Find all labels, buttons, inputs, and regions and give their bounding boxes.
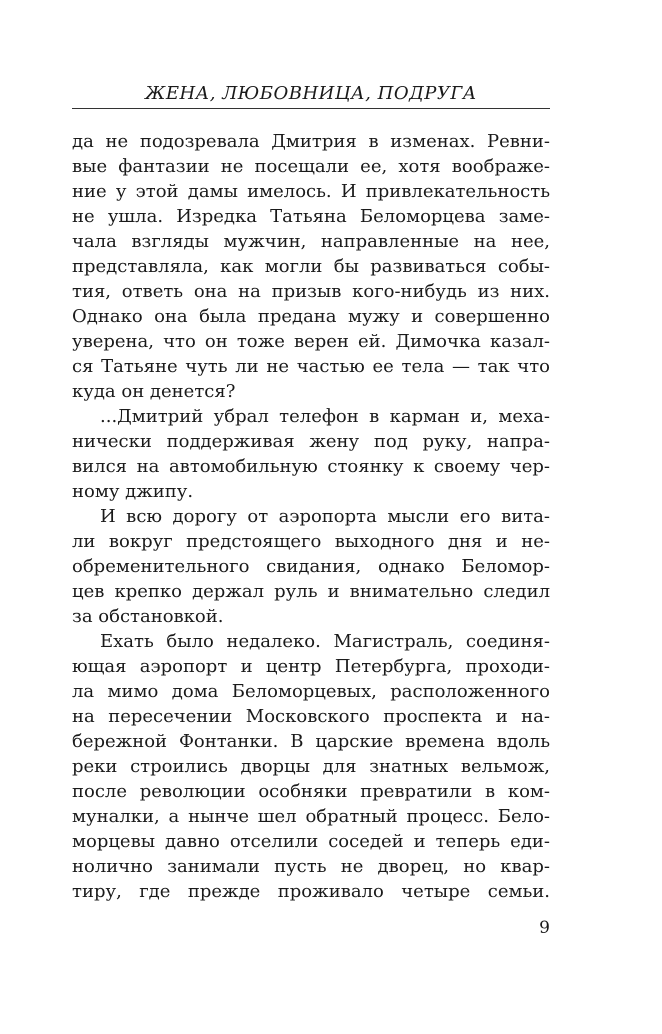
- text-line: на пересечении Московского проспекта и на-: [72, 706, 550, 727]
- text-line: Однако она была предана мужу и совершенно: [72, 306, 550, 327]
- text-line: цев крепко держал руль и внимательно следил: [72, 581, 550, 602]
- text-line: обременительного свидания, однако Беломор-: [72, 556, 550, 577]
- header-rule: [72, 108, 550, 109]
- text-line: ся Татьяне чуть ли не частью ее тела — так что: [72, 356, 550, 377]
- text-line: представляла, как могли бы развиваться собы-: [72, 256, 550, 277]
- paragraph-last-line: ному джипу.: [72, 481, 194, 502]
- paragraph-first-line: ...Дмитрий убрал телефон в карман и, меха-: [100, 406, 550, 427]
- text-line: морцевы давно отселили соседей и теперь еди-: [72, 831, 550, 852]
- paragraph-last-line: куда он денется?: [72, 381, 236, 402]
- paragraph-first-line: И всю дорогу от аэропорта мысли его вита-: [100, 506, 550, 527]
- text-line: вился на автомобильную стоянку к своему чер-: [72, 456, 550, 477]
- body-text: [72, 129, 550, 904]
- text-line: после революции особняки превратили в ком-: [72, 781, 550, 802]
- text-line: ющая аэропорт и центр Петербурга, проходи-: [72, 656, 550, 677]
- text-line: не ушла. Изредка Татьяна Беломорцева заме-: [72, 206, 550, 227]
- text-line: чала взгляды мужчин, направленные на нее,: [72, 231, 550, 252]
- text-line: реки строились дворцы для знатных вельмож,: [72, 756, 550, 777]
- text-line: ние у этой дамы имелось. И привлекательность: [72, 181, 550, 202]
- text-line: тиру, где прежде проживало четыре семьи.: [72, 881, 550, 902]
- text-line: да не подозревала Дмитрия в изменах. Ревни-: [72, 131, 550, 152]
- text-line: ли вокруг предстоящего выходного дня и не-: [72, 531, 550, 552]
- text-line: уверена, что он тоже верен ей. Димочка казал-: [72, 331, 550, 352]
- paragraph-first-line: Ехать было недалеко. Магистраль, соединя-: [100, 631, 550, 652]
- text-line: ла мимо дома Беломорцевых, расположенного: [72, 681, 550, 702]
- text-line: нолично занимали пусть не дворец, но квар-: [72, 856, 550, 877]
- text-line: муналки, а нынче шел обратный процесс. Бело-: [72, 806, 550, 827]
- page-number: 9: [539, 918, 550, 938]
- text-line: вые фантазии не посещали ее, хотя воображе-: [72, 156, 550, 177]
- text-line: бережной Фонтанки. В царские времена вдоль: [72, 731, 550, 752]
- text-line: тия, ответь она на призыв кого-нибудь из них.: [72, 281, 550, 302]
- text-line: нически поддерживая жену под руку, напра-: [72, 431, 550, 452]
- paragraph-last-line: за обстановкой.: [72, 606, 224, 627]
- running-head: ЖЕНА, ЛЮБОВНИЦА, ПОДРУГА: [145, 83, 477, 104]
